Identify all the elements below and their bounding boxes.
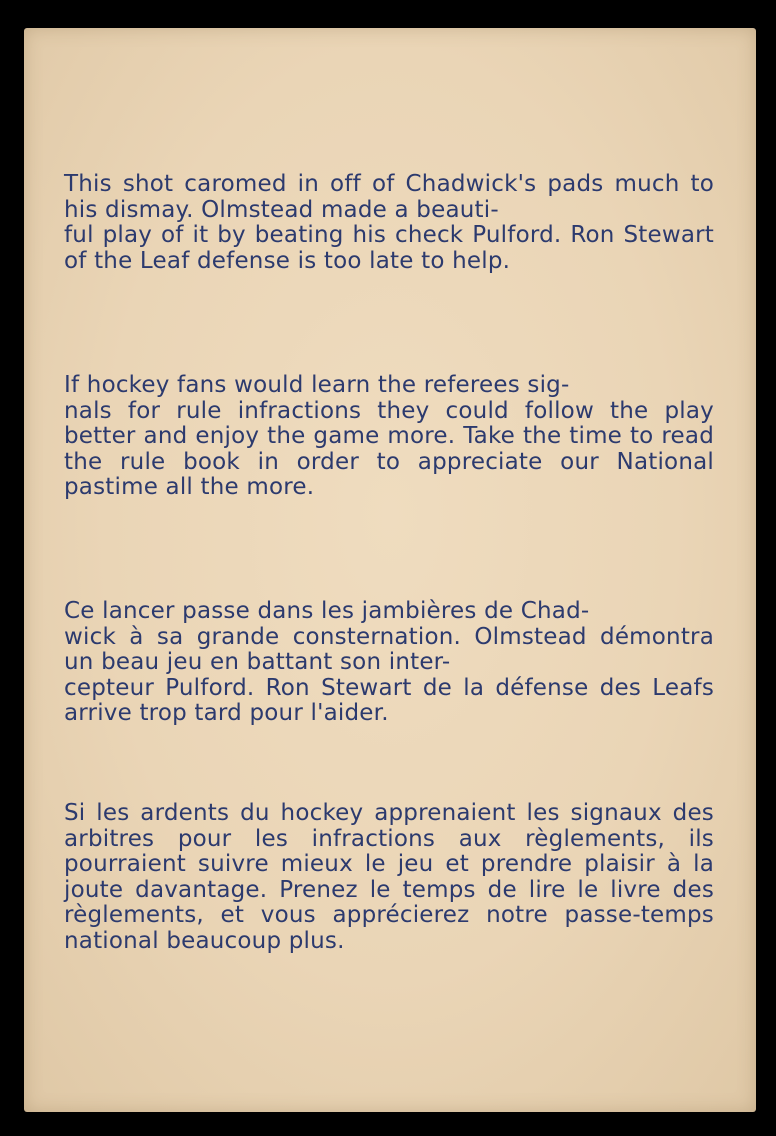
card-back xyxy=(24,28,756,1112)
french-caption-paragraph: Ce lancer passe dans les jambières de Chad- wick à sa grande consternation. Olmstead démontra un beau jeu en battant son inter- cepteur Pulford. Ron Stewart de la défense des Leafs arrive trop tard pour l'aider. xyxy=(64,598,714,726)
english-caption-paragraph: This shot caromed in off of Chadwick's pads much to his dismay. Olmstead made a beauti- ful play of it by beating his check Pulford. Ron Stewart of the Leaf defense is too late to help. xyxy=(64,171,714,274)
french-rules-tip-paragraph: Si les ardents du hockey apprenaient les signaux des arbitres pour les infractions aux règlements, ils pourraient suivre mieux le jeu et prendre plaisir à la joute davantage. Prenez le temps de lire le livre des règlements, et vous apprécierez notre passe-temps national beaucoup plus. xyxy=(64,800,714,954)
english-rules-tip-paragraph: If hockey fans would learn the referees sig- nals for rule infractions they could follow the play better and enjoy the game more. Take the time to read the rule book in order to appreciate our National pastime all the more. xyxy=(64,372,714,500)
